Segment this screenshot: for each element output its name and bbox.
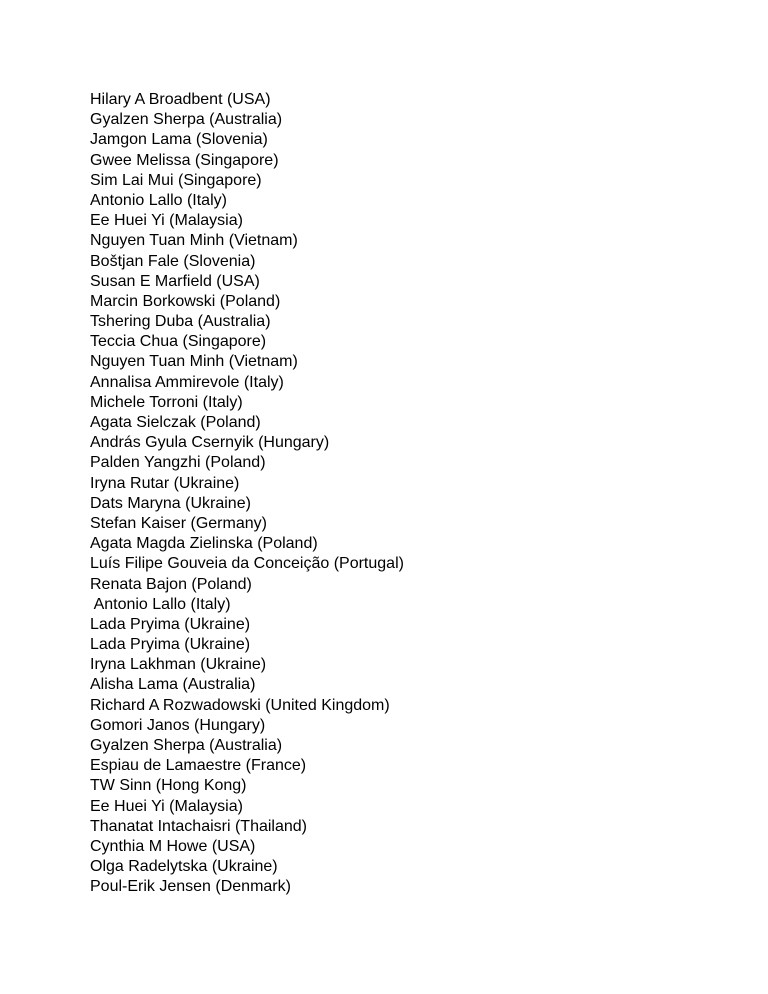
list-item: Michele Torroni (Italy) xyxy=(90,393,243,411)
list-item: Nguyen Tuan Minh (Vietnam) xyxy=(90,353,298,371)
name-list xyxy=(90,90,404,898)
list-item: Boštjan Fale (Slovenia) xyxy=(90,252,256,270)
list-item: Antonio Lallo (Italy) xyxy=(90,191,227,209)
list-item: Teccia Chua (Singapore) xyxy=(90,333,267,351)
list-item: Espiau de Lamaestre (France) xyxy=(90,757,307,775)
list-item: Ee Huei Yi (Malaysia) xyxy=(90,212,243,230)
list-item: Susan E Marfield (USA) xyxy=(90,272,260,290)
list-item: Agata Sielczak (Poland) xyxy=(90,414,261,431)
list-item: Poul-Erik Jensen (Denmark) xyxy=(90,878,291,896)
list-item: Gomori Janos (Hungary) xyxy=(90,716,266,734)
list-item: Iryna Rutar (Ukraine) xyxy=(90,474,240,492)
list-item: Sim Lai Mui (Singapore) xyxy=(90,171,262,189)
list-item: Lada Pryima (Ukraine) xyxy=(90,636,251,654)
list-item: Ee Huei Yi (Malaysia) xyxy=(90,797,243,815)
list-item: Cynthia M Howe (USA) xyxy=(90,837,256,855)
list-item: Iryna Lakhman (Ukraine) xyxy=(90,656,267,674)
list-item: Agata Magda Zielinska (Poland) xyxy=(90,535,318,553)
list-item: Renata Bajon (Poland) xyxy=(90,575,252,593)
list-item: Thanatat Intachaisri (Thailand) xyxy=(90,817,307,835)
list-item: Palden Yangzhi (Poland) xyxy=(90,454,266,472)
list-item: Annalisa Ammirevole (Italy) xyxy=(90,373,284,391)
list-item: Luís Filipe Gouveia da Conceição (Portugal) xyxy=(90,555,404,573)
list-item: András Gyula Csernyik (Hungary) xyxy=(90,434,330,452)
list-item: Nguyen Tuan Minh (Vietnam) xyxy=(90,232,298,250)
list-item: Tshering Duba (Australia) xyxy=(90,313,271,331)
list-item: Stefan Kaiser (Germany) xyxy=(90,514,267,532)
list-item: Lada Pryima (Ukraine) xyxy=(90,615,251,633)
list-item: Hilary A Broadbent (USA) xyxy=(90,91,271,108)
list-item: Gyalzen Sherpa (Australia) xyxy=(90,111,283,129)
list-item: Alisha Lama (Australia) xyxy=(90,676,256,694)
list-item: Dats Maryna (Ukraine) xyxy=(90,494,251,512)
list-item: Gyalzen Sherpa (Australia) xyxy=(90,737,283,754)
list-item: Antonio Lallo (Italy) xyxy=(90,595,231,613)
list-item: Olga Radelytska (Ukraine) xyxy=(90,858,278,876)
list-item: Jamgon Lama (Slovenia) xyxy=(90,131,268,149)
list-item: TW Sinn (Hong Kong) xyxy=(90,777,247,795)
list-item: Richard A Rozwadowski (United Kingdom) xyxy=(90,696,390,714)
list-item: Gwee Melissa (Singapore) xyxy=(90,151,279,169)
list-item: Marcin Borkowski (Poland) xyxy=(90,292,281,310)
